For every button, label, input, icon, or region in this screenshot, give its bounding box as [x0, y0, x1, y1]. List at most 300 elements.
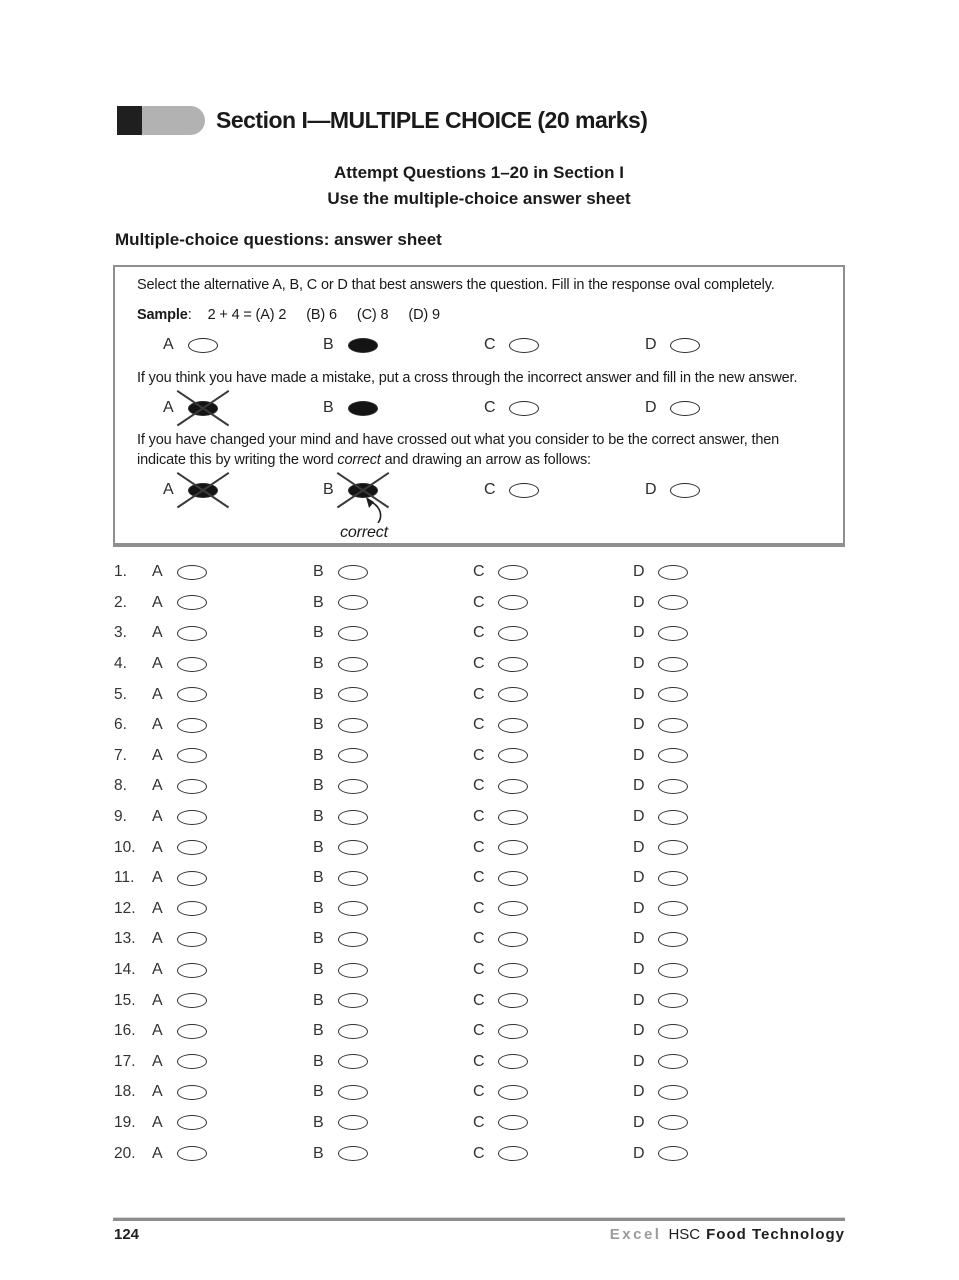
response-oval-wrap [498, 595, 528, 611]
response-oval-D[interactable] [658, 871, 688, 886]
answer-option-D [633, 1115, 688, 1131]
response-oval-wrap [658, 809, 688, 825]
option-letter: A [152, 808, 163, 826]
response-oval-A[interactable] [177, 1115, 207, 1130]
example-option-D [645, 400, 700, 416]
response-oval-D[interactable] [658, 779, 688, 794]
section-tab-marker [117, 106, 205, 135]
example-option-C [484, 400, 539, 416]
response-oval-C[interactable] [498, 901, 528, 916]
response-oval-wrap [188, 337, 218, 353]
response-oval-A[interactable] [177, 718, 207, 733]
sample-colon: : [187, 307, 192, 323]
option-letter: C [473, 716, 485, 734]
option-letter: A [152, 685, 163, 703]
page-number: 124 [114, 1226, 140, 1243]
option-letter: A [152, 991, 163, 1009]
response-oval-wrap [338, 1054, 368, 1070]
response-oval-wrap [177, 1115, 207, 1131]
response-oval-B[interactable] [338, 1085, 368, 1100]
response-oval-B[interactable] [338, 932, 368, 947]
changed-text-after: and drawing an arrow as follows: [380, 452, 591, 468]
option-letter: C [473, 961, 485, 979]
response-oval-C[interactable] [498, 1024, 528, 1039]
response-oval-wrap [338, 870, 368, 886]
response-oval-wrap [509, 482, 539, 498]
answer-option-D [633, 656, 688, 672]
response-oval-A[interactable] [177, 840, 207, 855]
answer-option-C [473, 564, 528, 580]
response-oval-B[interactable] [338, 718, 368, 733]
option-letter: A [152, 899, 163, 917]
question-number: 8. [114, 777, 127, 795]
response-oval-wrap [338, 901, 368, 917]
response-oval-wrap [498, 778, 528, 794]
response-oval-D[interactable] [658, 1085, 688, 1100]
option-letter: C [473, 838, 485, 856]
response-oval-wrap [658, 1084, 688, 1100]
section-title: Section I—MULTIPLE CHOICE (20 marks) [216, 107, 648, 133]
option-letter: A [152, 777, 163, 795]
example-option-D [645, 337, 700, 353]
response-oval-D[interactable] [658, 687, 688, 702]
option-letter: D [633, 869, 645, 887]
answer-option-C [473, 656, 528, 672]
answer-option-D [633, 748, 688, 764]
answer-option-A [152, 962, 207, 978]
question-number: 10. [114, 838, 136, 856]
option-letter: C [473, 746, 485, 764]
answer-option-B [313, 625, 368, 641]
response-oval-wrap [338, 840, 368, 856]
option-letter: C [473, 1113, 485, 1131]
answer-option-B [313, 748, 368, 764]
sample-option-d: (D) 9 [408, 307, 440, 323]
option-letter: C [484, 336, 496, 353]
response-oval-wrap [177, 1023, 207, 1039]
option-letter: D [645, 336, 657, 353]
footer-rule [113, 1217, 845, 1221]
question-row [113, 588, 845, 619]
section-header [117, 106, 647, 135]
answer-option-D [633, 717, 688, 733]
response-oval-wrap [338, 1023, 368, 1039]
answer-option-C [473, 870, 528, 886]
response-oval-C[interactable] [498, 810, 528, 825]
response-oval-wrap [177, 1054, 207, 1070]
answer-option-D [633, 931, 688, 947]
answer-option-B [313, 1054, 368, 1070]
response-oval-A[interactable] [177, 595, 207, 610]
response-oval-A[interactable] [177, 779, 207, 794]
response-oval-wrap [658, 901, 688, 917]
response-oval-B[interactable] [338, 748, 368, 763]
answer-option-D [633, 1054, 688, 1070]
response-oval-wrap [498, 870, 528, 886]
response-oval-wrap [177, 840, 207, 856]
option-letter: B [313, 1144, 324, 1162]
response-oval-wrap [658, 625, 688, 641]
response-oval-wrap [498, 1023, 528, 1039]
response-oval-B[interactable] [338, 779, 368, 794]
option-letter: C [484, 399, 496, 416]
response-oval-wrap [188, 482, 218, 498]
answer-option-D [633, 840, 688, 856]
response-oval-D [670, 401, 700, 416]
attempt-questions-line: Attempt Questions 1–20 in Section I [333, 163, 624, 182]
response-oval-C[interactable] [498, 779, 528, 794]
questions-answer-grid [113, 557, 845, 1169]
response-oval-wrap [658, 931, 688, 947]
option-letter: A [163, 481, 174, 498]
question-row [113, 863, 845, 894]
response-oval-wrap [348, 400, 378, 416]
response-oval-D[interactable] [658, 1115, 688, 1130]
question-number: 14. [114, 961, 136, 979]
response-oval-D[interactable] [658, 1024, 688, 1039]
answer-option-A [152, 1023, 207, 1039]
question-number: 19. [114, 1113, 136, 1131]
option-letter: C [473, 1144, 485, 1162]
option-letter: B [313, 685, 324, 703]
response-oval-C[interactable] [498, 748, 528, 763]
answer-option-A [152, 1054, 207, 1070]
response-oval-D[interactable] [658, 963, 688, 978]
response-oval-A[interactable] [177, 963, 207, 978]
response-oval-D[interactable] [658, 626, 688, 641]
response-oval-A[interactable] [177, 687, 207, 702]
response-oval-B[interactable] [338, 1115, 368, 1130]
option-letter: B [323, 399, 334, 416]
response-oval-A[interactable] [177, 626, 207, 641]
response-oval-D[interactable] [658, 932, 688, 947]
response-oval-C[interactable] [498, 1085, 528, 1100]
tab-black-square [117, 106, 142, 135]
response-oval-wrap [498, 564, 528, 580]
answer-option-B [313, 687, 368, 703]
response-oval-B[interactable] [338, 595, 368, 610]
response-oval-D[interactable] [658, 993, 688, 1008]
response-oval-wrap [658, 1146, 688, 1162]
option-letter: D [633, 563, 645, 581]
response-oval-wrap [658, 870, 688, 886]
response-oval-B[interactable] [338, 871, 368, 886]
response-oval-B[interactable] [338, 657, 368, 672]
question-row [113, 985, 845, 1016]
response-oval-wrap [338, 1084, 368, 1100]
response-oval-D[interactable] [658, 595, 688, 610]
answer-option-C [473, 625, 528, 641]
answer-option-B [313, 564, 368, 580]
option-letter: A [163, 336, 174, 353]
example-oval-row-correct [137, 481, 825, 541]
answer-option-B [313, 931, 368, 947]
response-oval-B[interactable] [338, 565, 368, 580]
response-oval-D[interactable] [658, 565, 688, 580]
option-letter: D [633, 593, 645, 611]
question-row [113, 832, 845, 863]
option-letter: C [473, 777, 485, 795]
response-oval-A[interactable] [177, 565, 207, 580]
answer-option-C [473, 1115, 528, 1131]
response-oval-C[interactable] [498, 718, 528, 733]
response-oval-wrap [177, 717, 207, 733]
response-oval-wrap [498, 1146, 528, 1162]
option-letter: D [633, 808, 645, 826]
response-oval-wrap [177, 993, 207, 1009]
answer-option-B [313, 840, 368, 856]
example-option-B [323, 400, 378, 416]
option-letter: D [633, 899, 645, 917]
option-letter: D [633, 685, 645, 703]
response-oval-B[interactable] [338, 1054, 368, 1069]
answer-option-C [473, 717, 528, 733]
answer-option-A [152, 778, 207, 794]
answer-option-C [473, 687, 528, 703]
option-letter: D [633, 746, 645, 764]
response-oval-wrap [498, 687, 528, 703]
example-option-A [163, 400, 218, 416]
response-oval-A[interactable] [177, 932, 207, 947]
example-option-B [323, 337, 378, 353]
option-letter: A [152, 1022, 163, 1040]
response-oval-C [509, 338, 539, 353]
answer-option-D [633, 962, 688, 978]
question-row [113, 679, 845, 710]
changed-text-before: If you have changed your mind and have crossed out what you consider to be the correct answer, then indicate this by writing the word [137, 432, 780, 468]
response-oval-C[interactable] [498, 840, 528, 855]
response-oval-wrap [340, 482, 388, 541]
option-letter: D [633, 930, 645, 948]
question-row [113, 802, 845, 833]
response-oval-D[interactable] [658, 1054, 688, 1069]
example-option-C [484, 482, 539, 498]
response-oval-B[interactable] [338, 1146, 368, 1161]
answer-option-D [633, 625, 688, 641]
response-oval-wrap [658, 748, 688, 764]
response-oval-wrap [670, 400, 700, 416]
answer-option-A [152, 901, 207, 917]
response-oval-B[interactable] [338, 963, 368, 978]
answer-option-C [473, 1084, 528, 1100]
response-oval-wrap [498, 931, 528, 947]
response-oval-wrap [338, 748, 368, 764]
changed-text-italic: correct [337, 452, 381, 468]
response-oval-wrap [177, 931, 207, 947]
response-oval-A[interactable] [177, 1146, 207, 1161]
response-oval-wrap [658, 687, 688, 703]
sample-line [137, 305, 825, 325]
question-number: 4. [114, 655, 127, 673]
response-oval-A[interactable] [177, 993, 207, 1008]
correct-annotation [332, 497, 396, 543]
response-oval-wrap [498, 962, 528, 978]
question-row [113, 955, 845, 986]
footer-brand [610, 1226, 845, 1243]
question-number: 9. [114, 808, 127, 826]
response-oval-D[interactable] [658, 748, 688, 763]
option-letter: B [313, 930, 324, 948]
option-letter: D [633, 716, 645, 734]
response-oval-D[interactable] [658, 718, 688, 733]
option-letter: A [152, 746, 163, 764]
answer-option-B [313, 1146, 368, 1162]
answer-option-B [313, 1084, 368, 1100]
option-letter: D [633, 1022, 645, 1040]
response-oval-wrap [670, 482, 700, 498]
response-oval-C[interactable] [498, 993, 528, 1008]
response-oval-wrap [338, 1115, 368, 1131]
response-oval-B[interactable] [338, 993, 368, 1008]
option-letter: A [152, 716, 163, 734]
response-oval-A[interactable] [177, 1054, 207, 1069]
response-oval-C [509, 483, 539, 498]
response-oval-D[interactable] [658, 810, 688, 825]
response-oval-C[interactable] [498, 626, 528, 641]
response-oval-wrap [338, 625, 368, 641]
option-letter: B [313, 869, 324, 887]
question-row [113, 1077, 845, 1108]
response-oval-D [670, 483, 700, 498]
answer-option-A [152, 595, 207, 611]
response-oval-wrap [658, 962, 688, 978]
option-letter: B [313, 563, 324, 581]
answer-option-A [152, 809, 207, 825]
option-letter: A [152, 563, 163, 581]
option-letter: C [473, 930, 485, 948]
sample-label: Sample [137, 307, 188, 323]
response-oval-D[interactable] [658, 840, 688, 855]
question-row [113, 557, 845, 588]
option-letter: B [313, 716, 324, 734]
option-letter: A [152, 961, 163, 979]
example-option-A [163, 337, 218, 353]
answer-option-A [152, 1115, 207, 1131]
sample-option-b: (B) 6 [306, 307, 337, 323]
question-row [113, 649, 845, 680]
example-option-A [163, 482, 218, 498]
response-oval-wrap [498, 901, 528, 917]
response-oval-A[interactable] [177, 871, 207, 886]
option-letter: B [313, 899, 324, 917]
response-oval-wrap [498, 1115, 528, 1131]
question-row [113, 771, 845, 802]
question-number: 5. [114, 685, 127, 703]
option-letter: A [152, 1113, 163, 1131]
brand-excel: Excel [609, 1226, 662, 1243]
response-oval-B[interactable] [338, 626, 368, 641]
answer-option-D [633, 1084, 688, 1100]
response-oval-wrap [177, 809, 207, 825]
response-oval-wrap [177, 962, 207, 978]
response-oval-C[interactable] [498, 687, 528, 702]
answer-option-B [313, 717, 368, 733]
question-number: 6. [114, 716, 127, 734]
option-letter: C [473, 685, 485, 703]
response-oval-wrap [338, 564, 368, 580]
response-oval-C[interactable] [498, 1115, 528, 1130]
question-number: 2. [114, 593, 127, 611]
response-oval-A[interactable] [177, 748, 207, 763]
response-oval-B[interactable] [338, 840, 368, 855]
answer-option-D [633, 595, 688, 611]
response-oval-B[interactable] [338, 1024, 368, 1039]
example-oval-row-cross [137, 400, 825, 416]
response-oval-wrap [498, 625, 528, 641]
response-oval-D[interactable] [658, 657, 688, 672]
option-letter: B [313, 991, 324, 1009]
response-oval-wrap [498, 748, 528, 764]
answer-option-B [313, 1023, 368, 1039]
option-letter: D [633, 991, 645, 1009]
answer-option-A [152, 840, 207, 856]
response-oval-B[interactable] [338, 687, 368, 702]
answer-option-B [313, 656, 368, 672]
answer-option-B [313, 778, 368, 794]
correct-arrow-icon [358, 497, 384, 523]
response-oval-A[interactable] [177, 657, 207, 672]
option-letter: D [633, 838, 645, 856]
response-oval-B[interactable] [338, 901, 368, 916]
option-letter: C [484, 481, 496, 498]
response-oval-wrap [498, 809, 528, 825]
use-answer-sheet-line: Use the multiple-choice answer sheet [327, 189, 631, 208]
response-oval-wrap [177, 656, 207, 672]
response-oval-A[interactable] [177, 810, 207, 825]
response-oval-B[interactable] [338, 810, 368, 825]
option-letter: C [473, 808, 485, 826]
option-letter: D [633, 655, 645, 673]
response-oval-C[interactable] [498, 932, 528, 947]
response-oval-wrap [338, 687, 368, 703]
option-letter: B [323, 481, 334, 498]
response-oval-D[interactable] [658, 1146, 688, 1161]
answer-option-B [313, 809, 368, 825]
response-oval-D[interactable] [658, 901, 688, 916]
answer-option-A [152, 625, 207, 641]
option-letter: B [313, 655, 324, 673]
response-oval-wrap [348, 337, 378, 353]
response-oval-C[interactable] [498, 1054, 528, 1069]
example-option-B [323, 481, 388, 541]
question-number: 3. [114, 624, 127, 642]
response-oval-A[interactable] [177, 1085, 207, 1100]
response-oval-C[interactable] [498, 963, 528, 978]
response-oval-wrap [509, 337, 539, 353]
response-oval-wrap [177, 564, 207, 580]
response-oval-C[interactable] [498, 565, 528, 580]
response-oval-wrap [338, 1146, 368, 1162]
response-oval-C[interactable] [498, 595, 528, 610]
option-letter: A [152, 593, 163, 611]
answer-option-A [152, 564, 207, 580]
option-letter: C [473, 593, 485, 611]
answer-option-C [473, 840, 528, 856]
example-option-D [645, 482, 700, 498]
response-oval-C [509, 401, 539, 416]
question-number: 20. [114, 1144, 136, 1162]
response-oval-A[interactable] [177, 1024, 207, 1039]
response-oval-wrap [177, 687, 207, 703]
response-oval-C[interactable] [498, 871, 528, 886]
answer-option-C [473, 778, 528, 794]
response-oval-C[interactable] [498, 1146, 528, 1161]
response-oval-A[interactable] [177, 901, 207, 916]
response-oval-C[interactable] [498, 657, 528, 672]
option-letter: B [313, 593, 324, 611]
option-letter: B [313, 1113, 324, 1131]
sample-expression: 2 + 4 = (A) 2 [207, 307, 287, 323]
